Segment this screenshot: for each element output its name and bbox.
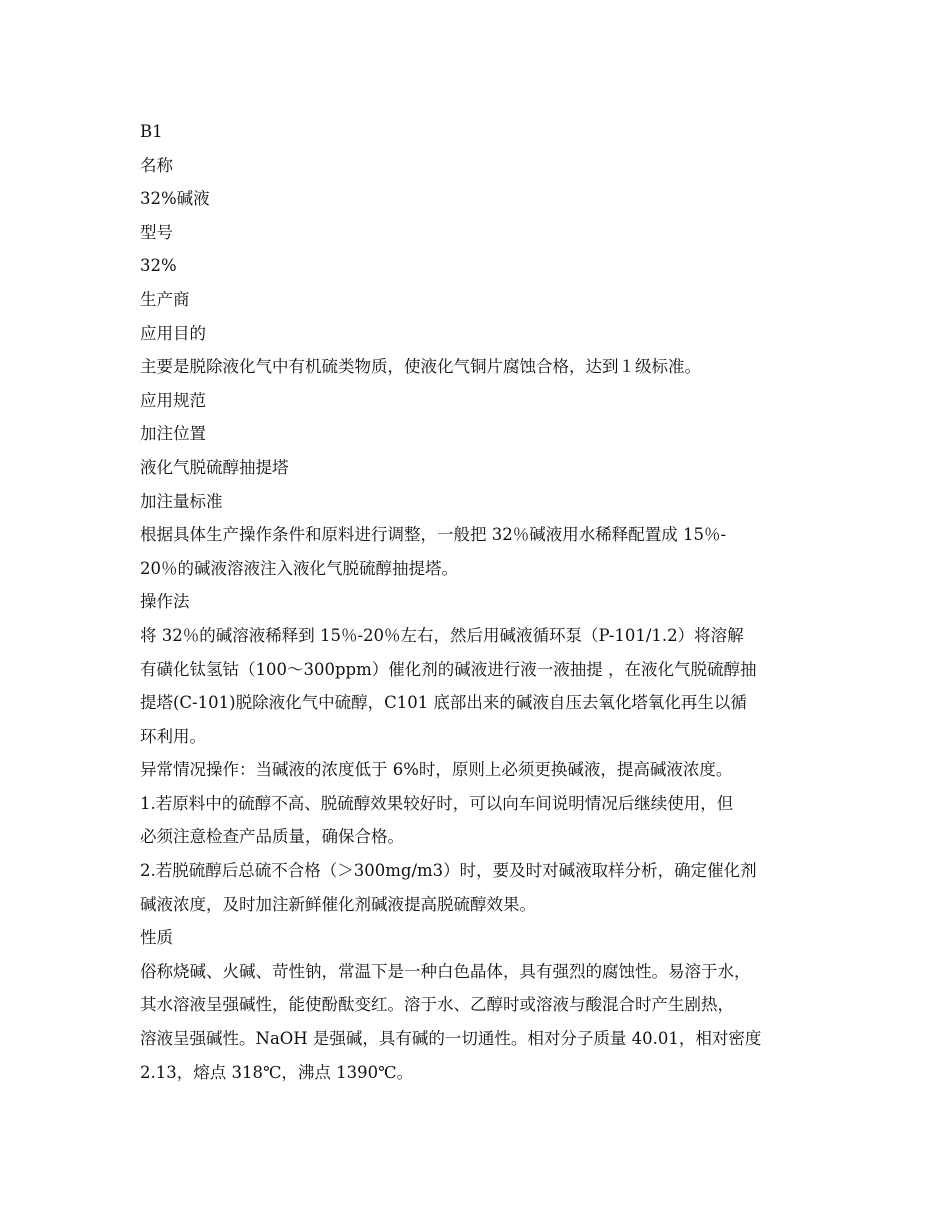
model-value: 32% [140, 256, 177, 276]
dosage-text-line: 20％的碱液溶液注入液化气脱硫醇抽提塔。 [140, 558, 458, 578]
position-label: 加注位置 [140, 424, 206, 444]
abnormal-operation-text: 异常情况操作：当碱液的浓度低于 6%时，原则上必须更换碱液，提高碱液浓度。 [140, 760, 733, 780]
spec-label: 应用规范 [140, 390, 206, 410]
document-body [140, 115, 830, 1089]
property-text-line: 2.13，熔点 318℃，沸点 1390℃。 [140, 1062, 414, 1082]
position-value: 液化气脱硫醇抽提塔 [140, 457, 289, 477]
operation-text-line: 有磺化钛氢钴（100～300ppm）催化剂的碱液进行液一液抽提 ，在液化气脱硫醇抽 [140, 659, 757, 679]
name-label: 名称 [140, 155, 173, 175]
operation-text-line: 提塔(C-101)脱除液化气中硫醇，C101 底部出来的碱液自压去氧化塔氧化再生以循 [140, 693, 747, 713]
purpose-text: 主要是脱除液化气中有机硫类物质，使液化气铜片腐蚀合格，达到１级标准。 [140, 357, 701, 377]
name-value: 32%碱液 [140, 189, 210, 209]
property-text-line: 溶液呈强碱性。NaOH 是强碱，具有碱的一切通性。相对分子质量 40.01，相对密度 [140, 1029, 762, 1049]
item-1-line: 必须注意检查产品质量，确保合格。 [140, 827, 404, 847]
item-1-line: 1.若原料中的硫醇不高、脱硫醇效果较好时，可以向车间说明情况后继续使用，但 [140, 793, 734, 813]
property-label: 性质 [140, 928, 173, 948]
item-2-line: 碱液浓度，及时加注新鲜催化剂碱液提高脱硫醇效果。 [140, 894, 536, 914]
property-text-line: 俗称烧碱、火碱、苛性钠，常温下是一种白色晶体，具有强烈的腐蚀性。易溶于水， [140, 961, 751, 981]
manufacturer-label: 生产商 [140, 289, 190, 309]
purpose-label: 应用目的 [140, 323, 206, 343]
operation-text-line: 环利用。 [140, 726, 206, 746]
operation-text-line: 将 32％的碱溶液稀释到 15％-20％左右，然后用碱液循环泵（P-101/1.2）将溶解 [140, 625, 744, 645]
operation-label: 操作法 [140, 592, 190, 612]
document-code: B1 [140, 122, 163, 141]
model-label: 型号 [140, 222, 173, 242]
property-text-line: 其水溶液呈强碱性，能使酚酞变红。溶于水、乙醇时或溶液与酸混合时产生剧热， [140, 995, 734, 1015]
dosage-label: 加注量标准 [140, 491, 223, 511]
item-2-line: 2.若脱硫醇后总硫不合格（＞300mg/m3）时，要及时对碱液取样分析，确定催化剂 [140, 861, 757, 881]
dosage-text-line: 根据具体生产操作条件和原料进行调整，一般把 32％碱液用水稀释配置成 15％- [140, 525, 727, 545]
